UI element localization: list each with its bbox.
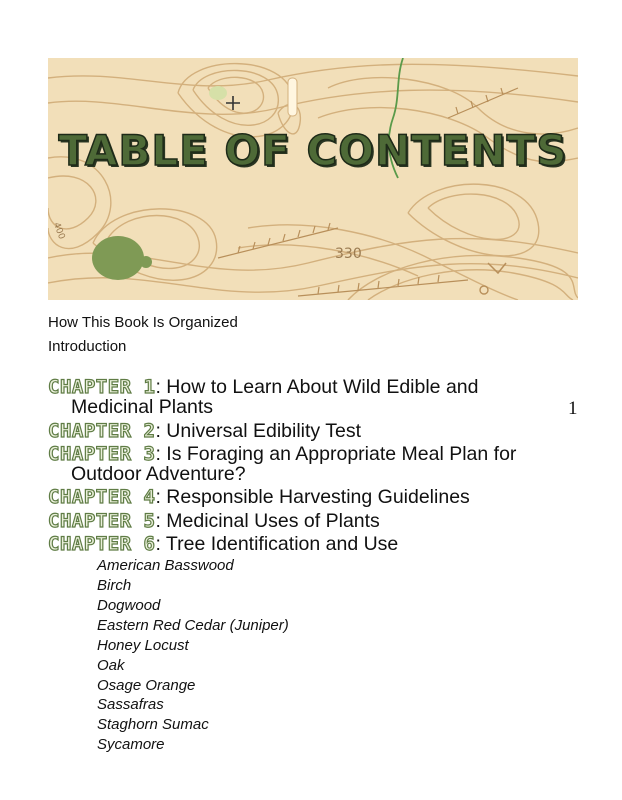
chapter-entry[interactable] [48, 444, 588, 484]
chapter-title: : Tree Identification and Use [155, 533, 399, 555]
tree-entry[interactable]: Osage Orange [97, 677, 196, 694]
chapter-entry[interactable] [48, 377, 588, 417]
chapter-label: CHAPTER 4 [48, 486, 156, 508]
front-matter-item[interactable]: How This Book Is Organized [48, 314, 238, 331]
chapter-label: CHAPTER 5 [48, 510, 156, 532]
tree-entry[interactable]: Birch [97, 577, 132, 594]
chapter-label: CHAPTER 1 [48, 376, 156, 398]
chapter-title: : Responsible Harvesting Guidelines [155, 486, 470, 508]
chapter-title: : Universal Edibility Test [155, 420, 362, 442]
tree-entry[interactable]: Eastern Red Cedar (Juniper) [97, 617, 289, 634]
chapter-entry[interactable] [48, 487, 588, 507]
chapter-title-continued: Medicinal Plants [71, 396, 213, 418]
topographic-map-background [48, 58, 578, 300]
tree-entry[interactable]: Sycamore [97, 736, 165, 753]
chapter-entry[interactable] [48, 534, 588, 554]
toc-banner [48, 58, 578, 300]
chapter-title: : Is Foraging an Appropriate Meal Plan for [155, 443, 517, 465]
tree-entry[interactable]: Staghorn Sumac [97, 716, 209, 733]
chapter-label: CHAPTER 2 [48, 420, 156, 442]
toc-title: TABLE OF CONTENTS [58, 126, 568, 175]
elevation-label: 330 [335, 246, 362, 262]
chapter-title: : Medicinal Uses of Plants [155, 510, 380, 532]
tree-entry[interactable]: Dogwood [97, 597, 161, 614]
chapter-label: CHAPTER 6 [48, 533, 156, 555]
tree-entry[interactable]: Oak [97, 657, 125, 674]
chapter-title-continued: Outdoor Adventure? [71, 463, 246, 485]
chapter-page-number: 1 [568, 398, 578, 419]
chapter-title: : How to Learn About Wild Edible and [155, 376, 479, 398]
tree-entry[interactable]: Sassafras [97, 696, 164, 713]
chapter-label: CHAPTER 3 [48, 443, 156, 465]
tree-entry[interactable]: Honey Locust [97, 637, 189, 654]
front-matter-item[interactable]: Introduction [48, 338, 127, 355]
tree-entry[interactable]: American Basswood [97, 557, 234, 574]
chapter-entry[interactable] [48, 421, 588, 441]
small-contour-label: 400 [50, 221, 67, 241]
chapter-entry[interactable] [48, 511, 588, 531]
